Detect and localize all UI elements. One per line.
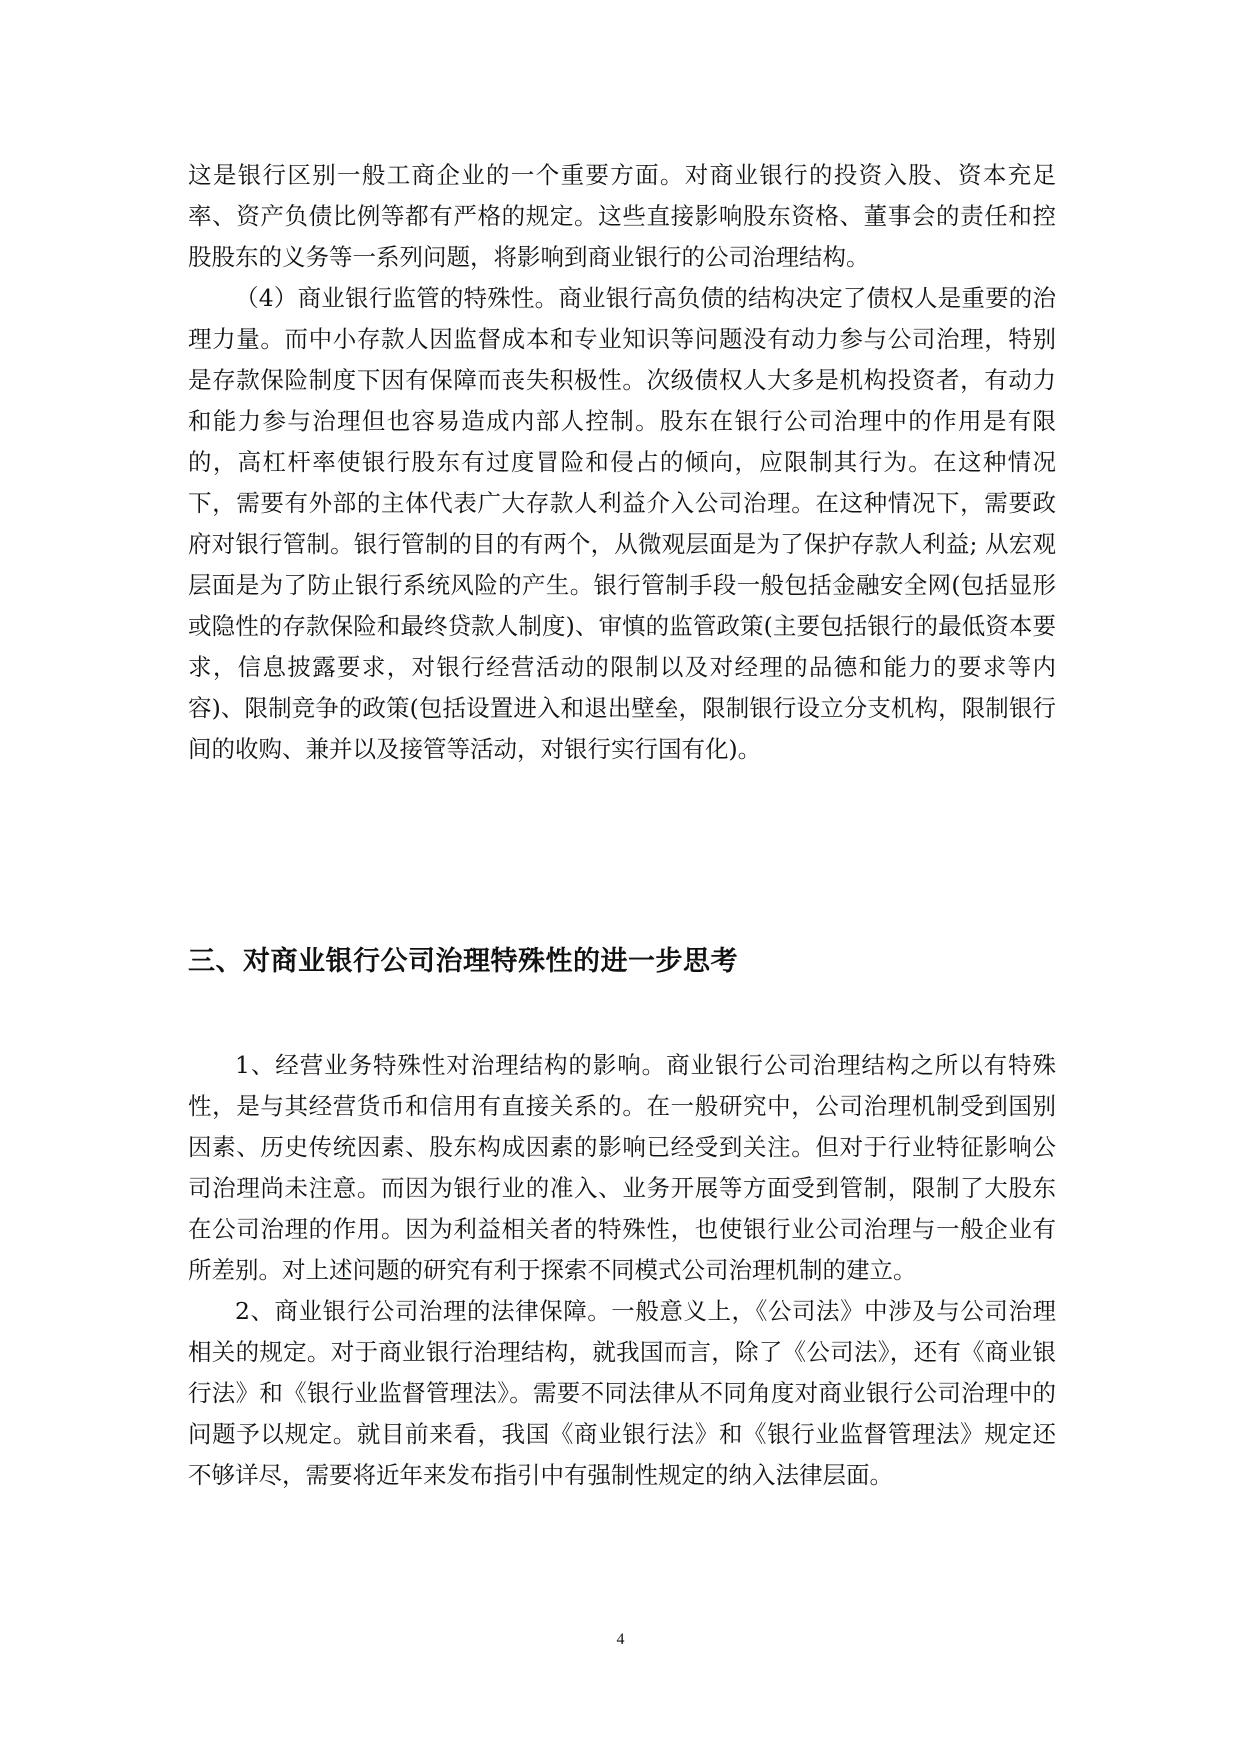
section-body <box>188 1045 1056 1496</box>
page-number: 4 <box>616 1631 625 1648</box>
section-heading: 三、对商业银行公司治理特殊性的进一步思考 <box>188 946 738 977</box>
paragraph-business-specialty: 1、经营业务特殊性对治理结构的影响。商业银行公司治理结构之所以有特殊性，是与其经营货币和信用有直接关系的。在一般研究中，公司治理机制受到国别因素、历史传统因素、股东构成因素的影响已经受到关注。但对于行业特征影响公司治理尚未注意。而因为银行业的准入、业务开展等方面受到管制，限制了大股东在公司治理的作用。因为利益相关者的特殊性，也使银行业公司治理与一般企业有所差别。对上述问题的研究有利于探索不同模式公司治理机制的建立。 <box>188 1051 1056 1284</box>
paragraph-legal-guarantee: 2、商业银行公司治理的法律保障。一般意义上，《公司法》中涉及与公司治理相关的规定。对于商业银行治理结构，就我国而言，除了《公司法》，还有《商业银行法》和《银行业监督管理法》。需要不同法律从不同角度对商业银行公司治理中的问题予以规定。就目前来看，我国《商业银行法》和《银行业监督管理法》规定还不够详尽，需要将近年来发布指引中有强制性规定的纳入法律层面。 <box>188 1297 1056 1489</box>
paragraph-continued: 这是银行区别一般工商企业的一个重要方面。对商业银行的投资入股、资本充足率、资产负债比例等都有严格的规定。这些直接影响股东资格、董事会的责任和控股股东的义务等一系列问题，将影响到商业银行的公司治理结构。 <box>188 161 1056 271</box>
paragraph-bank-supervision: （4）商业银行监管的特殊性。商业银行高负债的结构决定了债权人是重要的治理力量。而中小存款人因监督成本和专业知识等问题没有动力参与公司治理，特别是存款保险制度下因有保障而丧失积极性。次级债权人大多是机构投资者，有动力和能力参与治理但也容易造成内部人控制。股东在银行公司治理中的作用是有限的，高杠杆率使银行股东有过度冒险和侵占的倾向，应限制其行为。在这种情况下，需要有外部的主体代表广大存款人利益介入公司治理。在这种情况下，需要政府对银行管制。银行管制的目的有两个，从微观层面是为了保护存款人利益; 从宏观层面是为了防止银行系统风险的产生。银行管制手段一般包括金融安全网(包括显形或隐性的存款保险和最终贷款人制度)、审慎的监管政策(主要包括银行的最低资本要求，信息披露要求，对银行经营活动的限制以及对经理的品德和能力的要求等内容)、限制竞争的政策(包括设置进入和退出壁垒，限制银行设立分支机构，限制银行间的收购、兼并以及接管等活动，对银行实行国有化)。 <box>188 284 1056 763</box>
